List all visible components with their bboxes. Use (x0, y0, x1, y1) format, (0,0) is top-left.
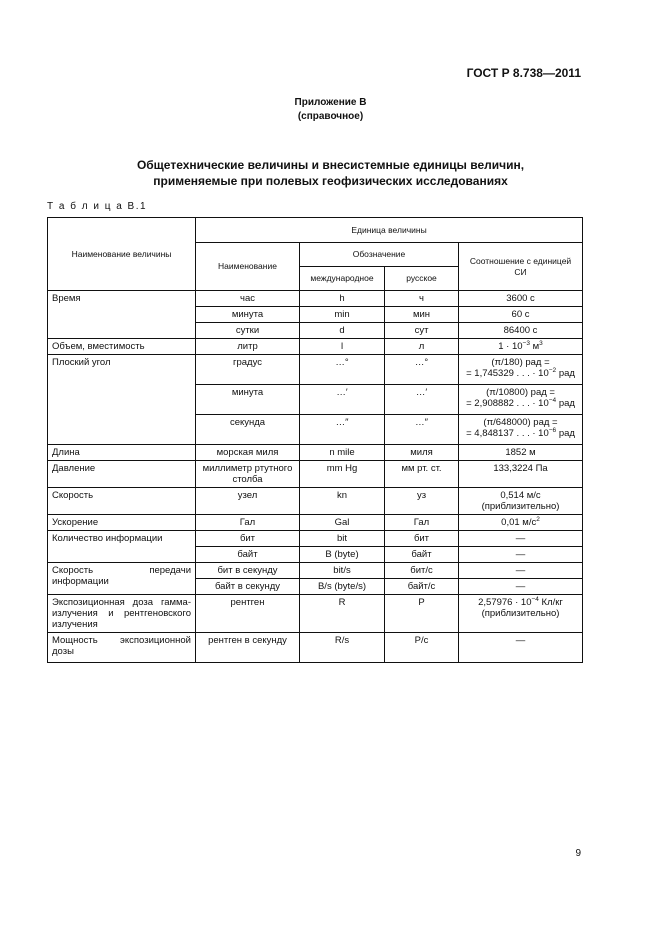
unit-name-cell: секунда (196, 415, 300, 445)
rus-cell: Гал (385, 515, 459, 531)
header-designation: Обозначение (300, 243, 459, 267)
table-caption: Т а б л и ц а В.1 (47, 201, 148, 212)
quantity-cell: Плоский угол (48, 355, 196, 445)
unit-name-cell: морская миля (196, 445, 300, 461)
heading-line-2: применяемые при полевых геофизических исследованиях (153, 174, 508, 188)
header-international: международное (300, 267, 385, 291)
unit-name-cell: Гал (196, 515, 300, 531)
header-russian: русское (385, 267, 459, 291)
table-row (48, 515, 583, 531)
table-row (48, 291, 583, 307)
relation-cell: 60 с (459, 307, 583, 323)
unit-name-cell: узел (196, 488, 300, 515)
unit-name-cell: рентген (196, 595, 300, 633)
unit-name-cell: бит (196, 531, 300, 547)
intl-cell: mm Hg (300, 461, 385, 488)
intl-cell: R (300, 595, 385, 633)
unit-name-cell: сутки (196, 323, 300, 339)
intl-cell: B/s (byte/s) (300, 579, 385, 595)
rus-cell: бит (385, 531, 459, 547)
relation-cell: 3600 с (459, 291, 583, 307)
heading-line-1: Общетехнические величины и внесистемные единицы величин, (136, 158, 525, 172)
quantity-cell: Время (48, 291, 196, 339)
unit-name-cell: байт (196, 547, 300, 563)
units-table (47, 217, 583, 663)
relation-cell: $1 \cdot 10^{-3}$ $м^3$ (459, 339, 583, 355)
rus-cell: миля (385, 445, 459, 461)
relation-cell: 133,3224 Па (459, 461, 583, 488)
unit-name-cell: миллиметр ртутного столба (196, 461, 300, 488)
unit-name-cell: минута (196, 307, 300, 323)
relation-cell: 1852 м (459, 445, 583, 461)
header-quantity: Наименование величины (48, 218, 196, 291)
quantity-cell: Давление (48, 461, 196, 488)
relation-cell: 0,514 м/с (приблизительно) (459, 488, 583, 515)
quantity-cell: Количество информации (48, 531, 196, 563)
relation-cell: — (459, 633, 583, 663)
unit-name-cell: бит в секунду (196, 563, 300, 579)
table-row (48, 595, 583, 633)
rus-cell: Р (385, 595, 459, 633)
table-heading (0, 157, 661, 189)
annex-header (0, 96, 661, 124)
relation-cell: — (459, 579, 583, 595)
rus-cell: ч (385, 291, 459, 307)
unit-name-cell: минута (196, 385, 300, 415)
document-id: ГОСТ Р 8.738—2011 (466, 66, 581, 80)
unit-name-cell: час (196, 291, 300, 307)
unit-name-cell: градус (196, 355, 300, 385)
intl-cell: bit/s (300, 563, 385, 579)
rus-cell: …″ (385, 415, 459, 445)
page-number: 9 (575, 848, 581, 859)
relation-cell: — (459, 563, 583, 579)
table-row (48, 633, 583, 663)
header-unit-name: Наименование (196, 243, 300, 291)
intl-cell: R/s (300, 633, 385, 663)
relation-cell: — (459, 531, 583, 547)
intl-cell: min (300, 307, 385, 323)
table-row (48, 339, 583, 355)
intl-cell: d (300, 323, 385, 339)
quantity-cell: Экспозиционная доза гамма-излучения и рентгеновского излучения (48, 595, 196, 633)
rus-cell: байт (385, 547, 459, 563)
header-unit: Единица величины (196, 218, 583, 243)
rus-cell: …′ (385, 385, 459, 415)
rus-cell: л (385, 339, 459, 355)
quantity-cell: Скорость (48, 488, 196, 515)
quantity-cell: Объем, вместимость (48, 339, 196, 355)
relation-cell: (π/10800) рад = = 2,908882 . . . · $10^{-4}$ рад (459, 385, 583, 415)
intl-cell: l (300, 339, 385, 355)
table-row (48, 445, 583, 461)
rus-cell: Р/с (385, 633, 459, 663)
quantity-cell: Скорость передачи информации (48, 563, 196, 595)
unit-name-cell: рентген в секунду (196, 633, 300, 663)
header-relation: Соотношение с единицей СИ (459, 243, 583, 291)
intl-cell: bit (300, 531, 385, 547)
relation-cell: $2,57976 \cdot 10^{-4}$ Кл/кг (приблизительно) (459, 595, 583, 633)
table-row (48, 488, 583, 515)
unit-name-cell: литр (196, 339, 300, 355)
rus-cell: уз (385, 488, 459, 515)
annex-note: (справочное) (297, 111, 364, 122)
rus-cell: мин (385, 307, 459, 323)
relation-cell: 0,01 $м/с^2$ (459, 515, 583, 531)
table-row (48, 355, 583, 385)
intl-cell: …″ (300, 415, 385, 445)
intl-cell: …° (300, 355, 385, 385)
annex-title: Приложение В (294, 97, 367, 108)
relation-cell: — (459, 547, 583, 563)
rus-cell: бит/с (385, 563, 459, 579)
table-row (48, 563, 583, 579)
relation-cell: (π/648000) рад = = 4,848137 . . . · $10^{-6}$ рад (459, 415, 583, 445)
relation-cell: 86400 с (459, 323, 583, 339)
rus-cell: сут (385, 323, 459, 339)
intl-cell: B (byte) (300, 547, 385, 563)
table-row (48, 461, 583, 488)
rus-cell: мм рт. ст. (385, 461, 459, 488)
rus-cell: байт/с (385, 579, 459, 595)
relation-cell: (π/180) рад = = 1,745329 . . . · $10^{-2}$ рад (459, 355, 583, 385)
unit-name-cell: байт в секунду (196, 579, 300, 595)
quantity-cell: Мощность экспозиционной дозы (48, 633, 196, 663)
intl-cell: …′ (300, 385, 385, 415)
quantity-cell: Ускорение (48, 515, 196, 531)
intl-cell: h (300, 291, 385, 307)
quantity-cell: Длина (48, 445, 196, 461)
intl-cell: Gal (300, 515, 385, 531)
intl-cell: n mile (300, 445, 385, 461)
rus-cell: …° (385, 355, 459, 385)
table-row (48, 531, 583, 547)
intl-cell: kn (300, 488, 385, 515)
